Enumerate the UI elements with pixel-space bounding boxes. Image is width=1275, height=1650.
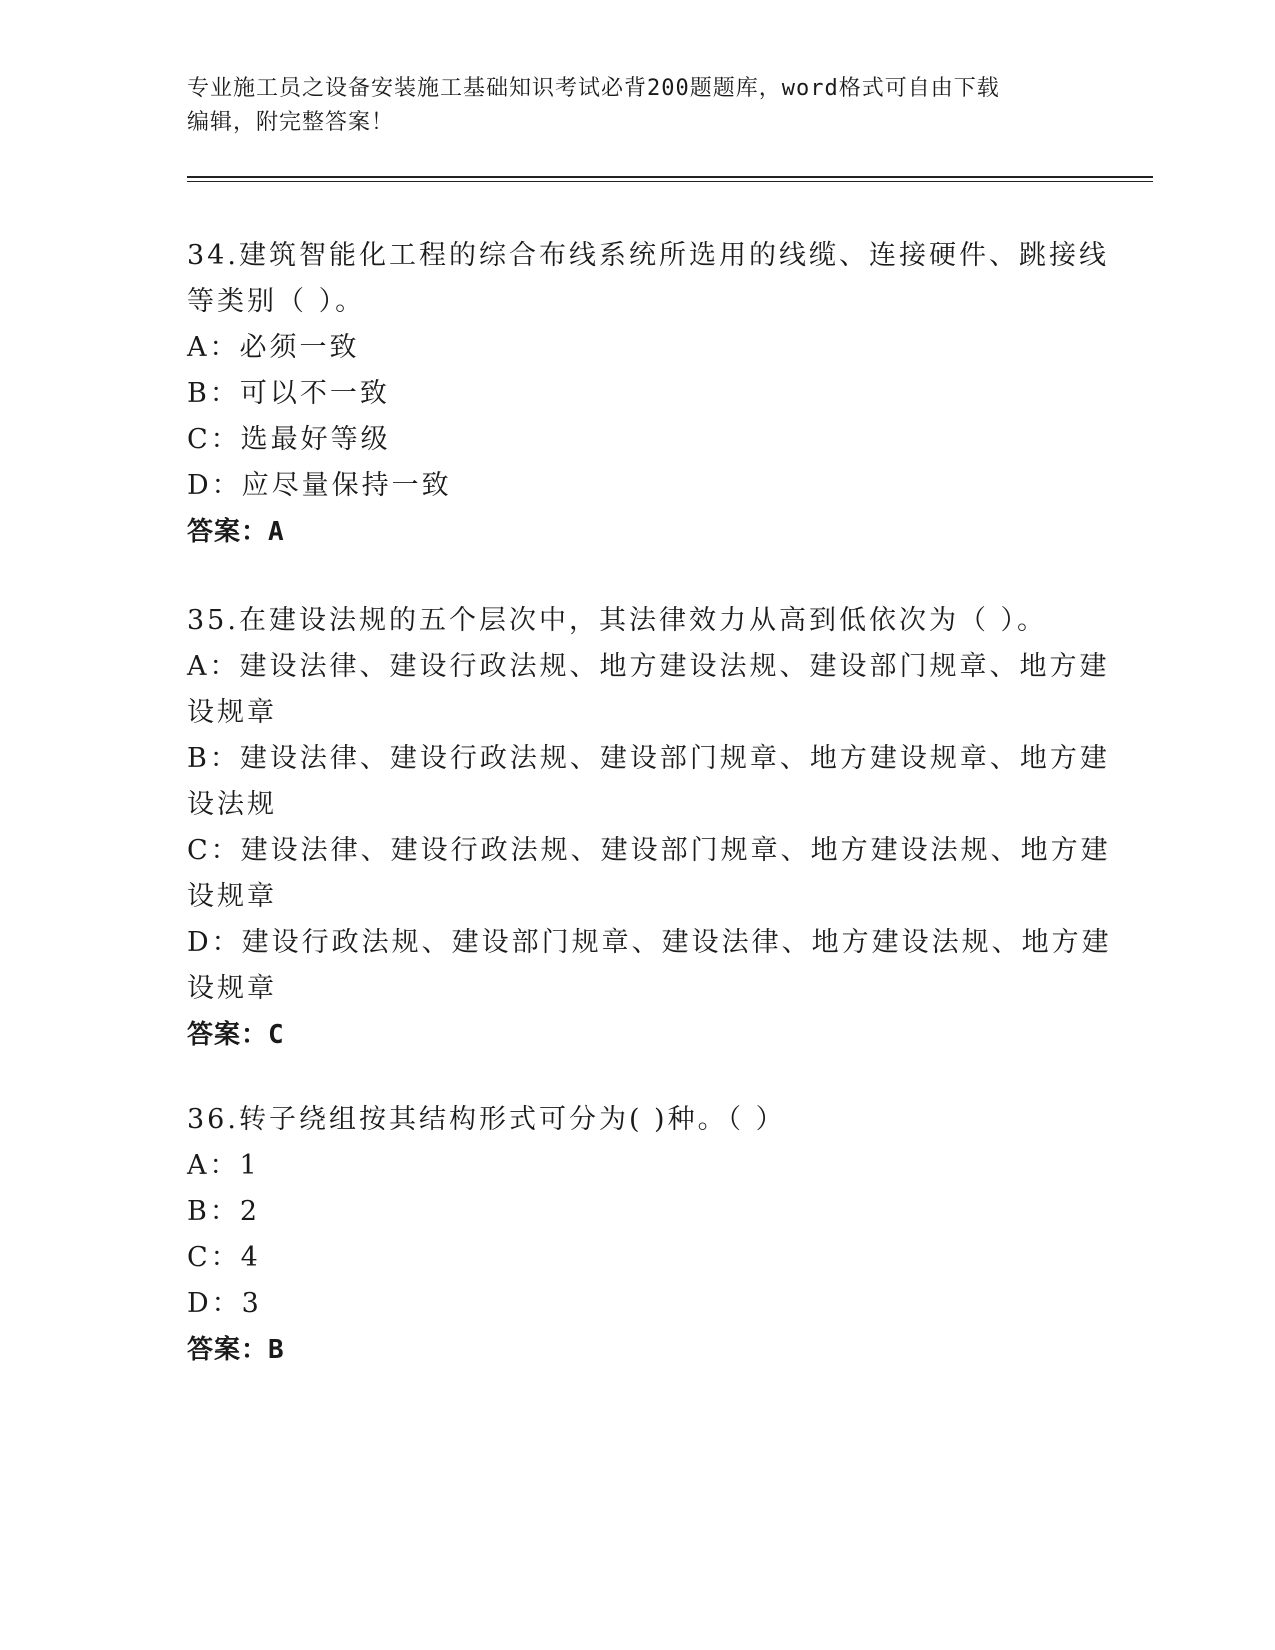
option-a: A：必须一致	[187, 332, 360, 363]
header-divider-thick	[187, 176, 1153, 178]
option-b: B：可以不一致	[187, 378, 390, 409]
option-d-continued: 设规章	[187, 973, 277, 1004]
option-d: D：应尽量保持一致	[187, 470, 452, 501]
question-stem-line: 35.在建设法规的五个层次中，其法律效力从高到低依次为（ ）。	[187, 605, 1048, 636]
option-d: D：3	[187, 1288, 262, 1319]
header-title-line-1: 专业施工员之设备安装施工基础知识考试必背200题题库，word格式可自由下载	[187, 76, 1000, 101]
question-stem-line: 等类别（ ）。	[187, 286, 366, 317]
question-stem-line: 36.转子绕组按其结构形式可分为( )种。（ ）	[187, 1104, 786, 1135]
option-b-continued: 设法规	[187, 789, 277, 820]
option-c: C：选最好等级	[187, 424, 391, 455]
header-divider-thin	[187, 181, 1153, 182]
header-title-line-2: 编辑，附完整答案！	[187, 110, 395, 135]
option-a: A：1	[187, 1150, 260, 1181]
option-c-continued: 设规章	[187, 881, 277, 912]
document-header	[187, 72, 1067, 140]
answer-text: 答案：C	[187, 1020, 285, 1050]
option-a: A：建设法律、建设行政法规、地方建设法规、建设部门规章、地方建	[187, 651, 1110, 682]
option-b: B：建设法律、建设行政法规、建设部门规章、地方建设规章、地方建	[187, 743, 1110, 774]
option-d: D：建设行政法规、建设部门规章、建设法律、地方建设法规、地方建	[187, 927, 1112, 958]
question-36	[187, 1097, 1077, 1373]
question-stem-line: 34.建筑智能化工程的综合布线系统所选用的线缆、连接硬件、跳接线	[187, 240, 1109, 271]
option-a-continued: 设规章	[187, 697, 277, 728]
option-b: B：2	[187, 1196, 261, 1227]
answer-text: 答案：B	[187, 1335, 285, 1365]
question-34	[187, 233, 1109, 555]
option-c: C：4	[187, 1242, 261, 1273]
option-c: C：建设法律、建设行政法规、建设部门规章、地方建设法规、地方建	[187, 835, 1111, 866]
answer-text: 答案：A	[187, 517, 285, 547]
question-35	[187, 598, 1112, 1058]
